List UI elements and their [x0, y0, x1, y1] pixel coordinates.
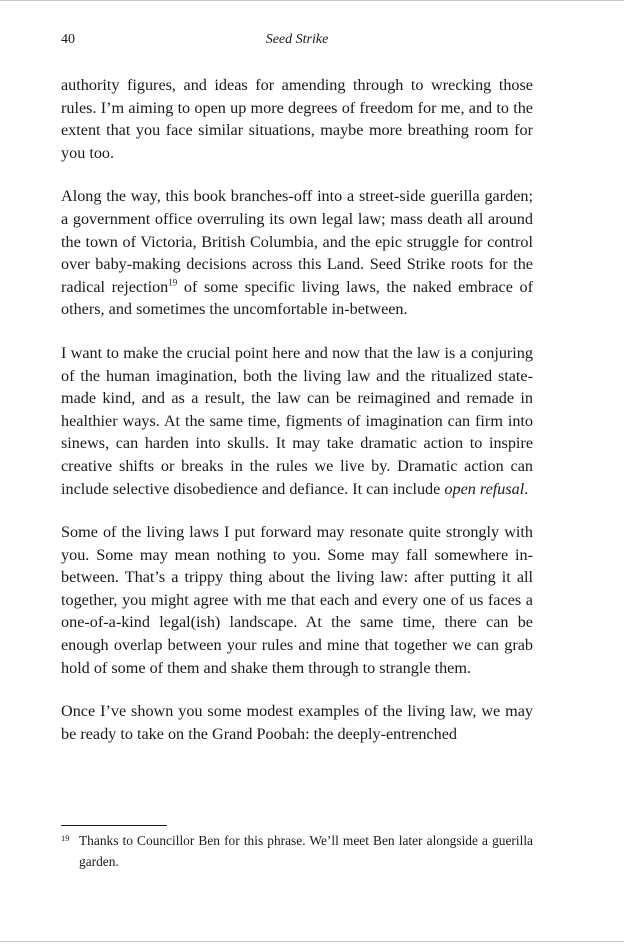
footnote-marker: 19 [61, 833, 70, 843]
paragraph-2-text-end: of some specific living laws, the naked embrace of others, and sometimes the uncomfortable in-between. [61, 277, 533, 319]
paragraph-3-emphasis: open refusal [444, 479, 525, 498]
paragraph-3 [61, 342, 533, 500]
paragraph-3-text-end: . [524, 479, 529, 498]
paragraph-3-text-start: I want to make the crucial point here and now that the law is a conjuring of the human imagination, both the living law and the ritualized state-made kind, and as a result, the law can be reimagined and remade in healthier ways. At the same time, figments of imagination can firm into sinews, can harden into skulls. It may take dramatic action to inspire creative shifts or breaks in the rules we live by. Dramatic action can include selective disobedience and defiance. It can include [61, 343, 533, 498]
paragraph-2-text-start: Along the way, this book branches-off into a street-side guerilla garden; a government office overruling its own legal law; mass death all around the town of Victoria, British Columbia, and the epic struggle for control over baby-making decisions across this Land. Seed Strike roots for the radical rejection [61, 187, 533, 296]
paragraph-5 [61, 700, 533, 745]
running-header [61, 32, 533, 52]
body-text [61, 74, 533, 745]
footnote-text: Thanks to Councillor Ben for this phrase. We’ll meet Ben later alongside a guerilla garden. [79, 833, 533, 869]
paragraph-4-text: Some of the living laws I put forward may resonate quite strongly with you. Some may mean nothing to you. Some may fall somewhere in-between. That’s a trippy thing about the living law: after putting it all together, you might agree with me that each and every one of us faces a one-of-a-kind legal(ish) landscape. At the same time, there can be enough overlap between your rules and mine that together we can grab hold of some of them and shake them through to strangle them. [61, 523, 533, 677]
paragraph-2 [61, 185, 533, 321]
paragraph-1-text: authority figures, and ideas for amending through to wrecking those rules. I’m aiming to open up more degrees of freedom for me, and to the extent that you face similar situations, maybe more breathing room for you too. [61, 76, 533, 162]
footnote-19 [61, 831, 533, 872]
page-number: 40 [61, 32, 75, 47]
footnote-divider [61, 825, 167, 826]
page-top-edge [0, 0, 624, 1]
footnote-reference-19[interactable]: 19 [168, 277, 178, 288]
paragraph-4 [61, 521, 533, 679]
paragraph-1 [61, 74, 533, 164]
paragraph-5-text: Once I’ve shown you some modest examples of the living law, we may be ready to take on the Grand Poobah: the deeply-entrenched [61, 702, 533, 743]
page-bottom-edge [0, 941, 624, 942]
book-title: Seed Strike [265, 32, 329, 47]
